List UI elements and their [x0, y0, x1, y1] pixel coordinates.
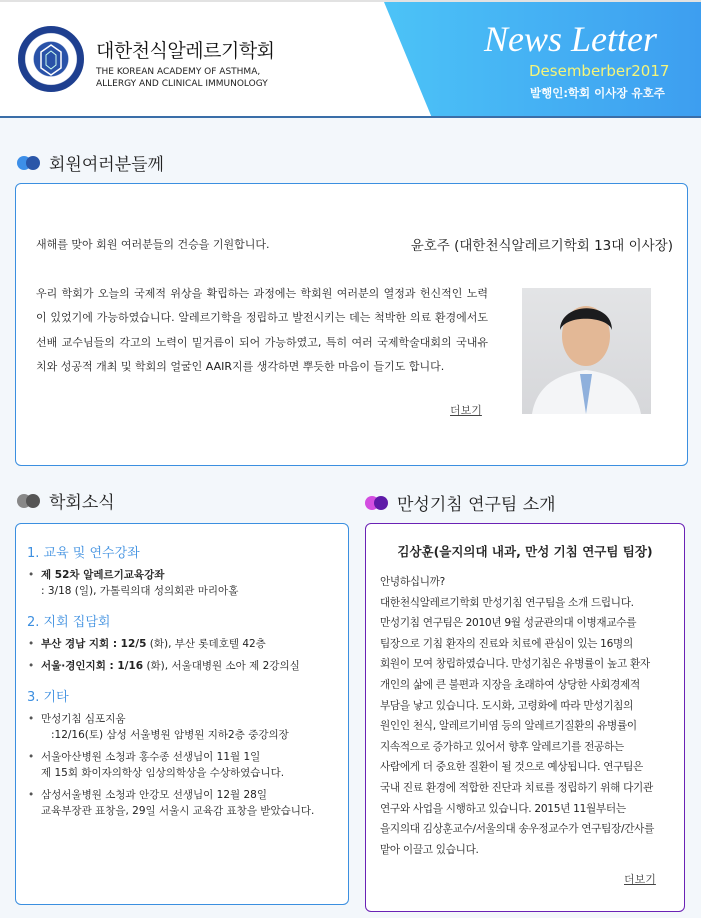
dots-icon [17, 494, 41, 508]
news-item: • 만성기침 심포지움 :12/16(토) 삼성 서울병원 암병원 지하2층 중강의장 [27, 711, 342, 743]
news-group [27, 686, 342, 819]
research-heading: 김상훈(을지의대 내과, 만성 기침 연구팀 팀장) [397, 544, 653, 559]
org-name-en: THE KOREAN ACADEMY OF ASTHMA, ALLERGY AND CLINICAL IMMUNOLOGY [96, 67, 268, 89]
greeting-box [15, 183, 688, 466]
section-title-greeting: 회원여러분들께 [17, 150, 164, 175]
news-item: • 제 52차 알레르기교육강좌 : 3/18 (일), 가톨릭의대 성의회관 마리아홀 [27, 567, 342, 599]
dots-icon [365, 496, 389, 510]
research-line: 맡아 이끌고 있습니다. [380, 843, 479, 856]
news-item: • 서울아산병원 소청과 홍수종 선생님이 11월 1일 제 15회 화이자의학상 임상의학상을 수상하였습니다. [27, 749, 342, 781]
newsletter-title: News Letter [484, 19, 658, 59]
news-item: • 서울·경인지회 : 1/16 (화), 서울대병원 소아 제 2강의실 [27, 658, 342, 674]
research-line: 국내 진료 환경에 적합한 진단과 치료를 정립하기 위해 다기관 [380, 781, 653, 794]
research-more-link[interactable]: 더보기 [624, 873, 656, 886]
news-box [15, 523, 349, 905]
research-line: 지속적으로 증가하고 있어서 향후 알레르기를 전공하는 [380, 740, 624, 753]
research-line: 만성기침 연구팀은 2010년 9월 성균관의대 이병재교수를 [380, 617, 637, 630]
news-item: • 부산 경남 지회 : 12/5 (화), 부산 롯데호텔 42층 [27, 636, 342, 652]
research-line: 사람에게 더 중요한 질환이 될 것으로 예상됩니다. 연구팀은 [380, 761, 643, 774]
greeting-signature: 윤호주 (대한천식알레르기학회 13대 이사장) [410, 238, 673, 254]
research-line: 대한천식알레르기학회 만성기침 연구팀을 소개 드립니다. [380, 596, 634, 609]
research-line: 을지의대 김상훈교수/서울의대 송우정교수가 연구팀장/간사를 [380, 823, 655, 836]
research-line: 연구와 사업을 시행하고 있습니다. 2015년 11월부터는 [380, 802, 626, 815]
dots-icon [17, 156, 41, 170]
news-group [27, 542, 342, 599]
research-box [365, 523, 685, 912]
news-group-heading: 2. 지회 집담회 [27, 615, 111, 630]
academy-logo [18, 26, 84, 92]
header [0, 0, 701, 118]
research-line: 팀장으로 기침 환자의 진료와 치료에 관심이 있는 16명의 [380, 637, 633, 650]
research-line: 회원이 모여 창립하였습니다. 만성기침은 유병률이 높고 환자 [380, 658, 650, 671]
news-group-heading: 1. 교육 및 연수강좌 [27, 546, 140, 561]
news-group [27, 611, 342, 674]
president-photo [522, 288, 651, 414]
research-line: 안녕하십니까? [380, 576, 445, 588]
org-name-ko: 대한천식알레르기학회 [96, 40, 275, 62]
research-line: 부담을 낳고 있습니다. 도시화, 고령화에 따라 만성기침의 [380, 699, 634, 712]
research-body [380, 572, 675, 860]
section-title-news: 학회소식 [17, 488, 115, 513]
publisher: 발행인:학회 이사장 유호주 [530, 86, 665, 100]
section-title-research: 만성기침 연구팀 소개 [365, 490, 556, 515]
research-line: 원인인 천식, 알레르기비염 등의 알레르기질환의 유병률이 [380, 720, 637, 733]
research-line: 개인의 삶에 큰 불편과 지장을 초래하여 상당한 사회경제적 [380, 678, 640, 691]
greeting-more-link[interactable]: 더보기 [450, 404, 482, 417]
issue-date: Desemberber2017 [529, 62, 670, 80]
greeting-body: 우리 학회가 오늘의 국제적 위상을 확립하는 과정에는 학회원 여러분의 열정과 헌신적인 노력이 있었기에 가능하였습니다. 알레르기학을 정립하고 발전시키는 데는 척박한 의료 환경에서도 선배 교수님들의 각고의 노력이 밑거름이 되어 가능하였고, 특히 여러 국제학술대회의 국내유치와 성공적 개최 및 학회의 얼굴인 AAIR지를 생각하면 뿌듯한 마음이 들기도 합니다. [36, 287, 488, 373]
news-item: • 삼성서울병원 소청과 안강모 선생님이 12월 28일 교육부장관 표창을, 29일 서울시 교육감 표창을 받았습니다. [27, 787, 342, 819]
greeting-intro: 새해를 맞아 회원 여러분들의 건승을 기원합니다. [36, 238, 270, 251]
news-group-heading: 3. 기타 [27, 690, 69, 705]
